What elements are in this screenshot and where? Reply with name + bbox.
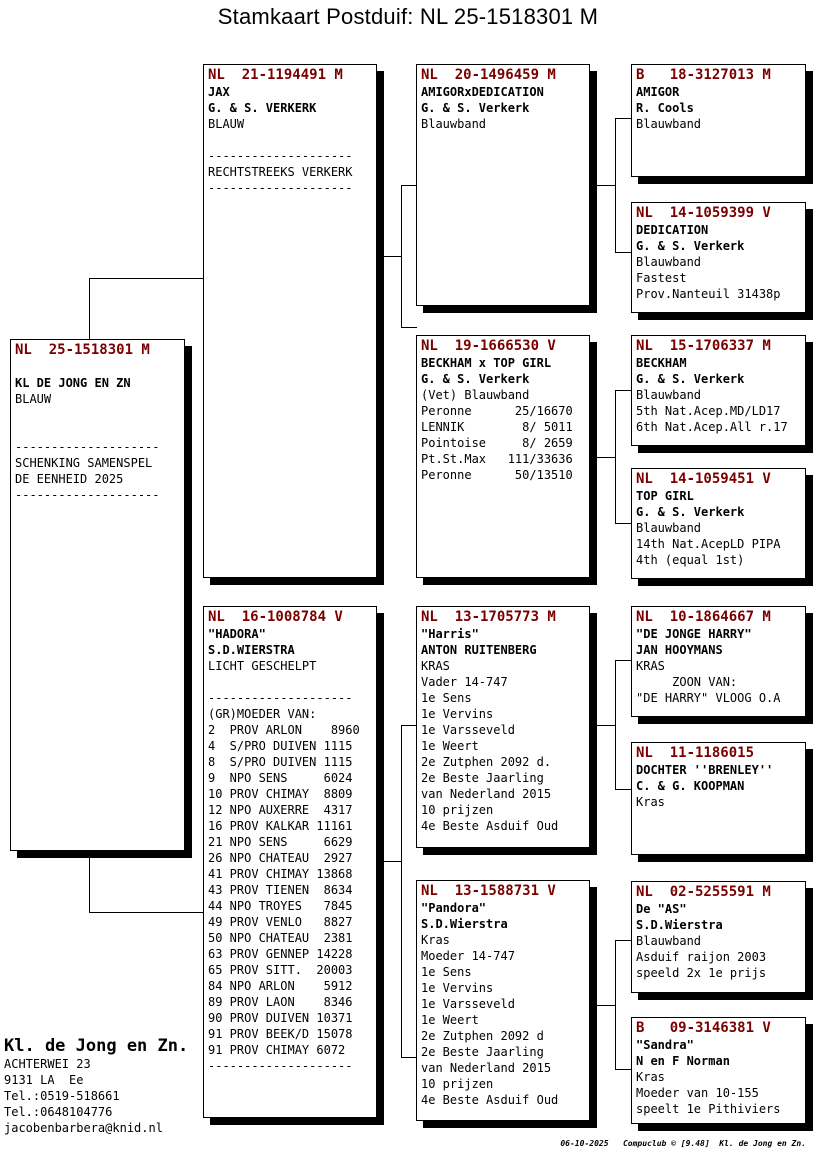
info-line: Blauwband	[421, 117, 487, 131]
info-line: Peronne 50/13510	[421, 468, 573, 482]
breeder-name: Kl. de Jong en Zn.	[4, 1036, 189, 1056]
info-line: DE EENHEID 2025	[15, 472, 124, 486]
pedigree-card-dam-dam-dam[interactable]	[631, 1017, 806, 1124]
info-line: BLAUW	[208, 117, 245, 131]
bird-name-line: G. & S. Verkerk	[421, 372, 530, 386]
info-line: --------------------	[208, 181, 353, 195]
connector-line	[615, 252, 632, 253]
info-line: 2e Beste Jaarling	[421, 771, 544, 785]
connector-line	[597, 1005, 615, 1006]
bird-name-line: N en F Norman	[636, 1054, 730, 1068]
info-line: 49 PROV VENLO 8827	[208, 915, 353, 929]
info-line: 50 NPO CHATEAU 2381	[208, 931, 353, 945]
info-line: Prov.Nanteuil 31438p	[636, 287, 781, 301]
info-line: 4th (equal 1st)	[636, 553, 745, 567]
info-line: KRAS	[421, 659, 450, 673]
pedigree-card-dam-dam[interactable]	[416, 880, 590, 1121]
bird-name-line: G. & S. Verkerk	[636, 372, 745, 386]
info-line: 91 PROV BEEK/D 15078	[208, 1027, 353, 1041]
breeder-info	[4, 1036, 188, 1136]
pedigree-card-sire-dam[interactable]	[416, 335, 590, 578]
info-line: 90 PROV DUIVEN 10371	[208, 1011, 353, 1025]
pedigree-card-sire-dam-sire[interactable]	[631, 335, 806, 446]
bird-name-line: S.D.WIERSTRA	[208, 643, 295, 657]
bird-name-line: BECKHAM x TOP GIRL	[421, 356, 552, 370]
bird-name-line: JAX	[208, 85, 230, 99]
info-line: van Nederland 2015	[421, 787, 552, 801]
connector-line	[615, 118, 632, 119]
connector-line	[615, 660, 632, 661]
pedigree-card-sire-sire-sire[interactable]	[631, 64, 806, 177]
info-line: --------------------	[15, 488, 160, 502]
info-line: Pointoise 8/ 2659	[421, 436, 573, 450]
info-line: 1e Varsseveld	[421, 723, 515, 737]
bird-name-line: JAN HOOYMANS	[636, 643, 723, 657]
page-title: Stamkaart Postduif: NL 25-1518301 M	[217, 4, 599, 29]
connector-line	[597, 457, 615, 458]
pedigree-card-sire-sire[interactable]	[416, 64, 590, 306]
info-line: Asduif raijon 2003	[636, 950, 767, 964]
ring-number: NL 13-1705773 M	[421, 609, 556, 625]
ring-number: NL 11-1186015	[636, 745, 755, 761]
connector-line	[401, 725, 417, 726]
info-line: LICHT GESCHELPT	[208, 659, 317, 673]
ring-number: NL 13-1588731 V	[421, 883, 556, 899]
info-line: 4 S/PRO DUIVEN 1115	[208, 739, 353, 753]
info-line: Vader 14-747	[421, 675, 508, 689]
ring-number: B 18-3127013 M	[636, 67, 771, 83]
info-line: 9 NPO SENS 6024	[208, 771, 353, 785]
connector-line	[615, 789, 632, 790]
footer-credit: 06-10-2025 Compuclub © [9.48] Kl. de Jong en Zn.	[560, 1139, 806, 1148]
bird-name-line: "Pandora"	[421, 901, 487, 915]
connector-line	[615, 118, 616, 253]
info-line: 1e Sens	[421, 965, 472, 979]
bird-name-line: "Sandra"	[636, 1038, 694, 1052]
connector-line	[615, 1069, 632, 1070]
pedigree-card-subject[interactable]	[10, 339, 185, 851]
ring-number: NL 14-1059451 V	[636, 471, 771, 487]
connector-line	[597, 725, 615, 726]
info-line	[15, 359, 184, 375]
pedigree-card-dam-sire[interactable]	[416, 606, 590, 848]
info-line: 1e Sens	[421, 691, 472, 705]
info-line: 12 NPO AUXERRE 4317	[208, 803, 353, 817]
info-line: (GR)MOEDER VAN:	[208, 707, 317, 721]
info-line	[208, 674, 376, 690]
info-line: --------------------	[208, 691, 353, 705]
bird-name-line: S.D.Wierstra	[636, 918, 723, 932]
connector-line	[615, 390, 616, 524]
info-line: 10 PROV CHIMAY 8809	[208, 787, 353, 801]
info-line: 4e Beste Asduif Oud	[421, 819, 559, 833]
ring-number: NL 16-1008784 V	[208, 609, 343, 625]
info-line: 1e Weert	[421, 739, 479, 753]
breeder-mobile: Tel.:0648104776	[4, 1105, 113, 1119]
info-line: (Vet) Blauwband	[421, 388, 530, 402]
info-line: KRAS	[636, 659, 665, 673]
info-line: 91 PROV CHIMAY 6072	[208, 1043, 346, 1057]
connector-line	[401, 725, 402, 1058]
info-line: 10 prijzen	[421, 803, 494, 817]
info-line: 1e Weert	[421, 1013, 479, 1027]
ring-number: NL 19-1666530 V	[421, 338, 556, 354]
info-line: 43 PROV TIENEN 8634	[208, 883, 353, 897]
connector-line	[401, 185, 417, 186]
info-line: 4e Beste Asduif Oud	[421, 1093, 559, 1107]
connector-line	[615, 390, 632, 391]
bird-name-line: G. & S. Verkerk	[636, 239, 745, 253]
pedigree-card-sire[interactable]	[203, 64, 377, 578]
info-line: Blauwband	[636, 117, 702, 131]
connector-line	[384, 861, 401, 862]
connector-line	[615, 940, 616, 1070]
ring-number: NL 15-1706337 M	[636, 338, 771, 354]
info-line: 26 NPO CHATEAU 2927	[208, 851, 353, 865]
connector-line	[384, 256, 401, 257]
breeder-address: ACHTERWEI 23	[4, 1057, 91, 1071]
connector-line	[615, 523, 632, 524]
info-line: Moeder van 10-155	[636, 1086, 759, 1100]
info-line: 84 NPO ARLON 5912	[208, 979, 353, 993]
ring-number: NL 20-1496459 M	[421, 67, 556, 83]
info-line: 2e Beste Jaarling	[421, 1045, 544, 1059]
info-line: 41 PROV CHIMAY 13868	[208, 867, 353, 881]
bird-name-line: G. & S. VERKERK	[208, 101, 317, 115]
ring-number: NL 10-1864667 M	[636, 609, 771, 625]
ring-number: NL 02-5255591 M	[636, 884, 771, 900]
info-line: 14th Nat.AcepLD PIPA	[636, 537, 781, 551]
connector-line	[615, 940, 632, 941]
connector-line	[615, 660, 616, 790]
ring-number: NL 21-1194491 M	[208, 67, 343, 83]
info-line: speelt 1e Pithiviers	[636, 1102, 781, 1116]
bird-name-line: "Harris"	[421, 627, 479, 641]
bird-name-line: DEDICATION	[636, 223, 709, 237]
bird-name-line: G. & S. Verkerk	[636, 505, 745, 519]
info-line: "DE HARRY" VLOOG O.A	[636, 691, 781, 705]
connector-line	[401, 327, 417, 328]
bird-name-line: TOP GIRL	[636, 489, 694, 503]
connector-line	[89, 278, 90, 340]
info-line: Blauwband	[636, 388, 702, 402]
info-line: Blauwband	[636, 934, 702, 948]
info-line: BLAUW	[15, 392, 52, 406]
connector-line	[401, 1057, 417, 1058]
info-line: van Nederland 2015	[421, 1061, 552, 1075]
connector-line	[89, 278, 204, 279]
breeder-postcode: 9131 LA Ee	[4, 1073, 84, 1087]
info-line: speeld 2x 1e prijs	[636, 966, 767, 980]
bird-name-line: R. Cools	[636, 101, 694, 115]
info-line: 1e Varsseveld	[421, 997, 515, 1011]
pedigree-card-sire-dam-dam[interactable]	[631, 468, 806, 579]
info-line: Peronne 25/16670	[421, 404, 573, 418]
info-line: 1e Vervins	[421, 707, 494, 721]
pedigree-card-sire-sire-dam[interactable]	[631, 202, 806, 313]
connector-line	[89, 912, 204, 913]
info-line: RECHTSTREEKS VERKERK	[208, 165, 353, 179]
bird-name-line: De "AS"	[636, 902, 687, 916]
bird-name-line: AMIGOR	[636, 85, 680, 99]
pedigree-card-dam-dam-sire[interactable]	[631, 881, 806, 993]
pedigree-card-dam[interactable]	[203, 606, 377, 1118]
info-line: 6th Nat.Acep.All r.17	[636, 420, 788, 434]
bird-name-line: KL DE JONG EN ZN	[15, 376, 131, 390]
info-line	[208, 132, 376, 148]
bird-name-line: DOCHTER ''BRENLEY''	[636, 763, 774, 777]
info-line: 21 NPO SENS 6629	[208, 835, 353, 849]
info-line: --------------------	[208, 149, 353, 163]
info-line: 2e Zutphen 2092 d	[421, 1029, 544, 1043]
breeder-email[interactable]: jacobenbarbera@knid.nl	[4, 1121, 163, 1135]
info-line: Kras	[636, 1070, 665, 1084]
info-line	[15, 407, 184, 423]
info-line: 8 S/PRO DUIVEN 1115	[208, 755, 353, 769]
info-line: Blauwband	[636, 255, 702, 269]
info-line: Moeder 14-747	[421, 949, 515, 963]
ring-number: NL 14-1059399 V	[636, 205, 771, 221]
pedigree-card-dam-sire-dam[interactable]	[631, 742, 806, 855]
info-line: SCHENKING SAMENSPEL	[15, 456, 153, 470]
bird-name-line: ANTON RUITENBERG	[421, 643, 537, 657]
info-line: 44 NPO TROYES 7845	[208, 899, 353, 913]
bird-name-line: "HADORA"	[208, 627, 266, 641]
ring-number: B 09-3146381 V	[636, 1020, 771, 1036]
info-line: 65 PROV SITT. 20003	[208, 963, 353, 977]
info-line: 10 prijzen	[421, 1077, 494, 1091]
info-line: --------------------	[15, 440, 160, 454]
info-line: 1e Vervins	[421, 981, 494, 995]
connector-line	[89, 850, 90, 913]
info-line: 16 PROV KALKAR 11161	[208, 819, 353, 833]
info-line: 63 PROV GENNEP 14228	[208, 947, 353, 961]
info-line: ZOON VAN:	[636, 675, 738, 689]
bird-name-line: "DE JONGE HARRY"	[636, 627, 752, 641]
info-line	[15, 423, 184, 439]
breeder-phone: Tel.:0519-518661	[4, 1089, 120, 1103]
info-line: --------------------	[208, 1059, 353, 1073]
info-line: LENNIK 8/ 5011	[421, 420, 573, 434]
info-line: Kras	[636, 795, 665, 809]
ring-number: NL 25-1518301 M	[15, 342, 150, 358]
connector-line	[401, 185, 402, 328]
info-line: Fastest	[636, 271, 687, 285]
info-line: Kras	[421, 933, 450, 947]
bird-name-line: BECKHAM	[636, 356, 687, 370]
info-line: Blauwband	[636, 521, 702, 535]
connector-line	[597, 185, 615, 186]
info-line: Pt.St.Max 111/33636	[421, 452, 573, 466]
info-line: 2e Zutphen 2092 d.	[421, 755, 552, 769]
pedigree-card-dam-sire-sire[interactable]	[631, 606, 806, 717]
bird-name-line: C. & G. KOOPMAN	[636, 779, 745, 793]
bird-name-line: S.D.Wierstra	[421, 917, 508, 931]
bird-name-line: G. & S. Verkerk	[421, 101, 530, 115]
info-line: 89 PROV LAON 8346	[208, 995, 353, 1009]
info-line: 5th Nat.Acep.MD/LD17	[636, 404, 781, 418]
bird-name-line: AMIGORxDEDICATION	[421, 85, 544, 99]
info-line: 2 PROV ARLON 8960	[208, 723, 360, 737]
